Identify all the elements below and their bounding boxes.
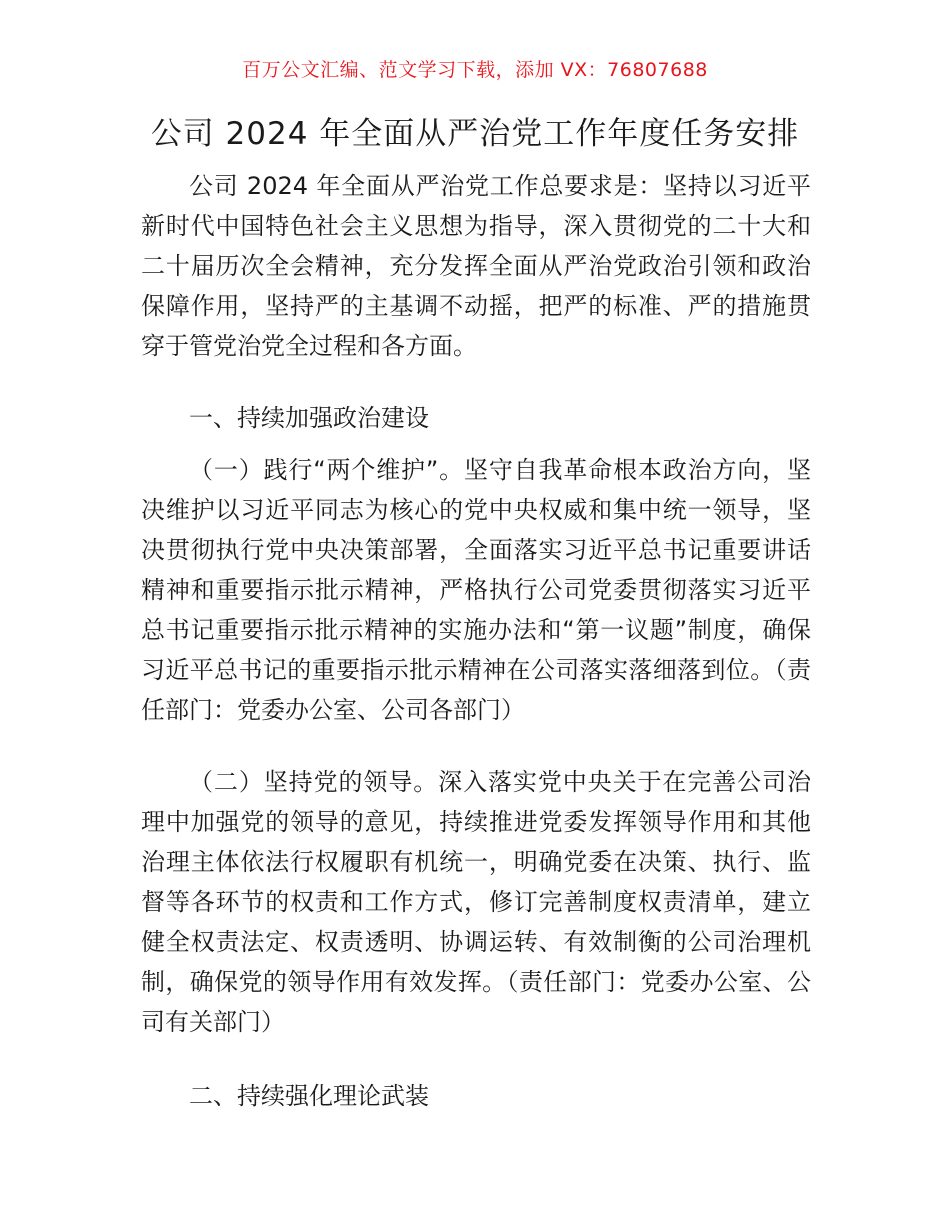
section-1-heading: 一、持续加强政治建设 <box>189 404 429 432</box>
document-title: 公司 2024 年全面从严治党工作年度任务安排 <box>150 116 800 152</box>
intro-paragraph-block <box>141 166 811 366</box>
section-1-item-2: （二）坚持党的领导。深入落实党中央关于在完善公司治理中加强党的领导的意见，持续推进党委发挥领导作用和其他治理主体依法行权履职有机统一，明确党委在决策、执行、监督等各环节的权责和工作方式，修订完善制度权责清单，建立健全权责法定、权责透明、协调运转、有效制衡的公司治理机制，确保党的领导作用有效发挥。（责任部门：党委办公室、公司有关部门） <box>141 768 811 1036</box>
section-2-heading-block <box>141 1076 811 1116</box>
section-2-heading: 二、持续强化理论武装 <box>189 1082 429 1110</box>
section-1-heading-block <box>141 398 811 438</box>
watermark-banner: 百万公文汇编、范文学习下载，添加 VX：76807688 <box>242 59 708 81</box>
section-1-item-2-block <box>141 762 811 1042</box>
section-1-item-1-block <box>141 450 811 730</box>
section-1-item-1: （一）践行“两个维护”。坚守自我革命根本政治方向，坚决维护以习近平同志为核心的党中央权威和集中统一领导，坚决贯彻执行党中央决策部署，全面落实习近平总书记重要讲话精神和重要指示批示精神，严格执行公司党委贯彻落实习近平总书记重要指示批示精神的实施办法和“第一议题”制度，确保习近平总书记的重要指示批示精神在公司落实落细落到位。（责任部门：党委办公室、公司各部门） <box>141 456 811 724</box>
intro-paragraph: 公司 2024 年全面从严治党工作总要求是：坚持以习近平新时代中国特色社会主义思想为指导，深入贯彻党的二十大和二十届历次全会精神，充分发挥全面从严治党政治引领和政治保障作用，坚持严的主基调不动摇，把严的标准、严的措施贯穿于管党治党全过程和各方面。 <box>141 172 811 360</box>
